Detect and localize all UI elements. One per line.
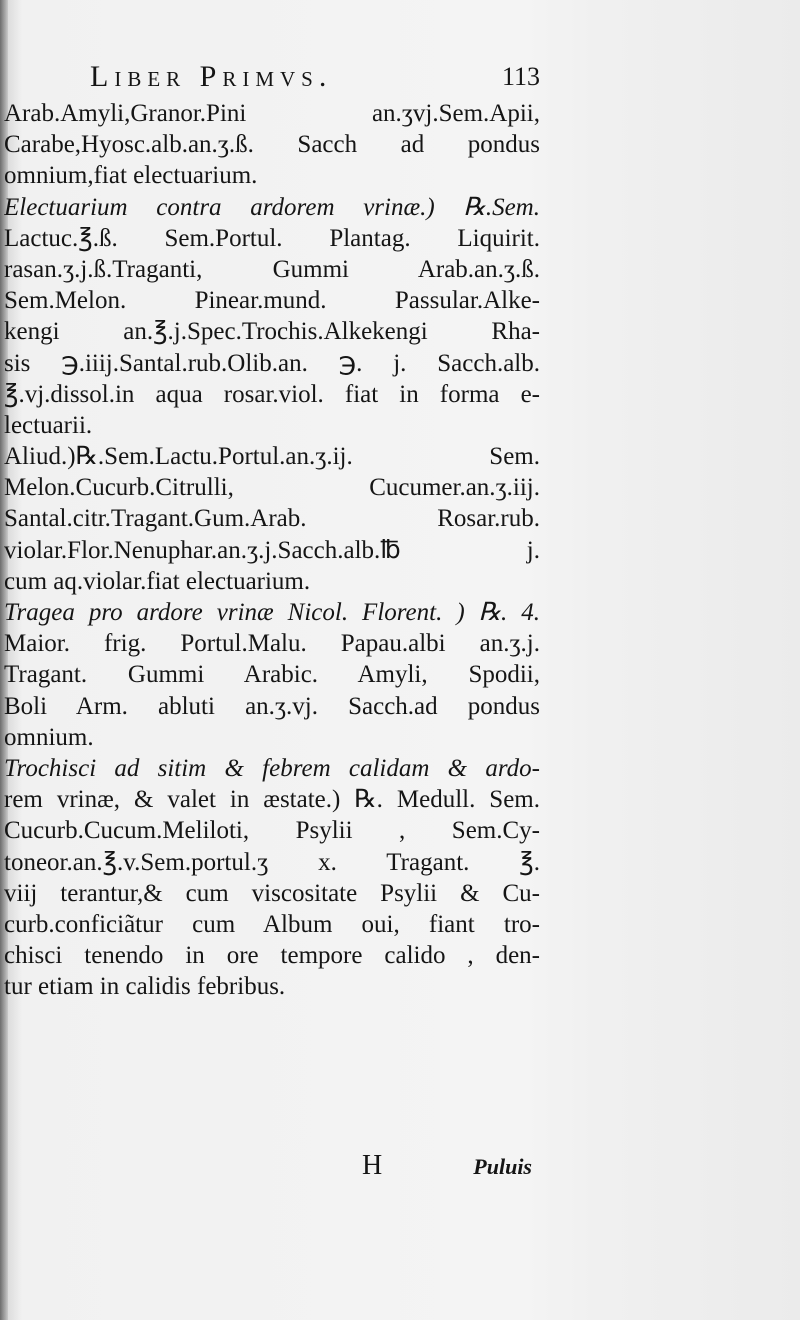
text-line: Tragant. Gummi Arabic. Amyli, Spodii,: [4, 661, 540, 689]
text-line: viij terantur,& cum viscositate Psylii & Cu-: [4, 879, 540, 907]
recipe-heading: Electuarium contra ardorem vrinæ.) ℞.Sem.: [4, 193, 540, 221]
body-text: [4, 98, 540, 1002]
text-line: lectuarii.: [4, 411, 93, 439]
text-line: ℥.vj.dissol.in aqua rosar.viol. fiat in forma e-: [4, 380, 540, 408]
running-title: Liber Primvs.: [90, 60, 333, 93]
recipe-heading: Aliud.)℞.Sem.Lactu.Portul.an.ʒ.ij. Sem.: [4, 443, 540, 471]
text-line: Boli Arm. abluti an.ʒ.vj. Sacch.ad pondus: [4, 692, 540, 720]
text-line: omnium.: [4, 723, 94, 751]
catchword: Puluis: [473, 1154, 532, 1179]
text-line: omnium,fiat electuarium.: [4, 162, 258, 190]
page-number: 113: [501, 62, 540, 91]
text-line: Santal.citr.Tragant.Gum.Arab. Rosar.rub.: [4, 505, 540, 533]
text-line: Arab.Amyli,Granor.Pini an.ʒvj.Sem.Apii,: [4, 100, 540, 127]
page-header: [90, 60, 540, 100]
text-line: toneor.an.℥.v.Sem.portul.ʒ x. Tragant. ℥.: [4, 848, 540, 876]
text-line: rem vrinæ, & valet in æstate.) ℞. Medull. Sem.: [4, 786, 540, 814]
text-line: kengi an.℥.j.Spec.Trochis.Alkekengi Rha-: [4, 318, 540, 346]
recipe-heading: Trochisci ad sitim & febrem calidam & ardo-: [4, 754, 540, 782]
text-line: rasan.ʒ.j.ß.Traganti, Gummi Arab.an.ʒ.ß.: [4, 255, 540, 283]
text-line: Lactuc.℥.ß. Sem.Portul. Plantag. Liquirit.: [4, 224, 540, 252]
page-footer: [0, 1150, 540, 1184]
text-line: Sem.Melon. Pinear.mund. Passular.Alke-: [4, 287, 540, 315]
text-line: curb.conficiãtur cum Album oui, fiant tro-: [4, 910, 540, 938]
text-line: Cucurb.Cucum.Meliloti, Psylii , Sem.Cy-: [4, 817, 540, 845]
text-line: Carabe,Hyosc.alb.an.ʒ.ß. Sacch ad pondus: [4, 131, 540, 159]
text-line: sis ℈.iiij.Santal.rub.Olib.an. ℈. j. Sacch.alb.: [4, 349, 540, 377]
text-line: Maior. frig. Portul.Malu. Papau.albi an.ʒ.j.: [4, 630, 540, 658]
text-line: tur etiam in calidis febribus.: [4, 973, 286, 1001]
text-line: cum aq.violar.fiat electuarium.: [4, 567, 311, 595]
text-line: violar.Flor.Nenuphar.an.ʒ.j.Sacch.alb.℔ j.: [4, 536, 540, 564]
text-line: chisci tenendo in ore tempore calido , den-: [4, 942, 540, 970]
signature-mark: H: [362, 1150, 383, 1181]
recipe-heading: Tragea pro ardore vrinæ Nicol. Florent. ) ℞. 4.: [4, 599, 540, 626]
text-line: Melon.Cucurb.Citrulli, Cucumer.an.ʒ.iij.: [4, 474, 540, 502]
